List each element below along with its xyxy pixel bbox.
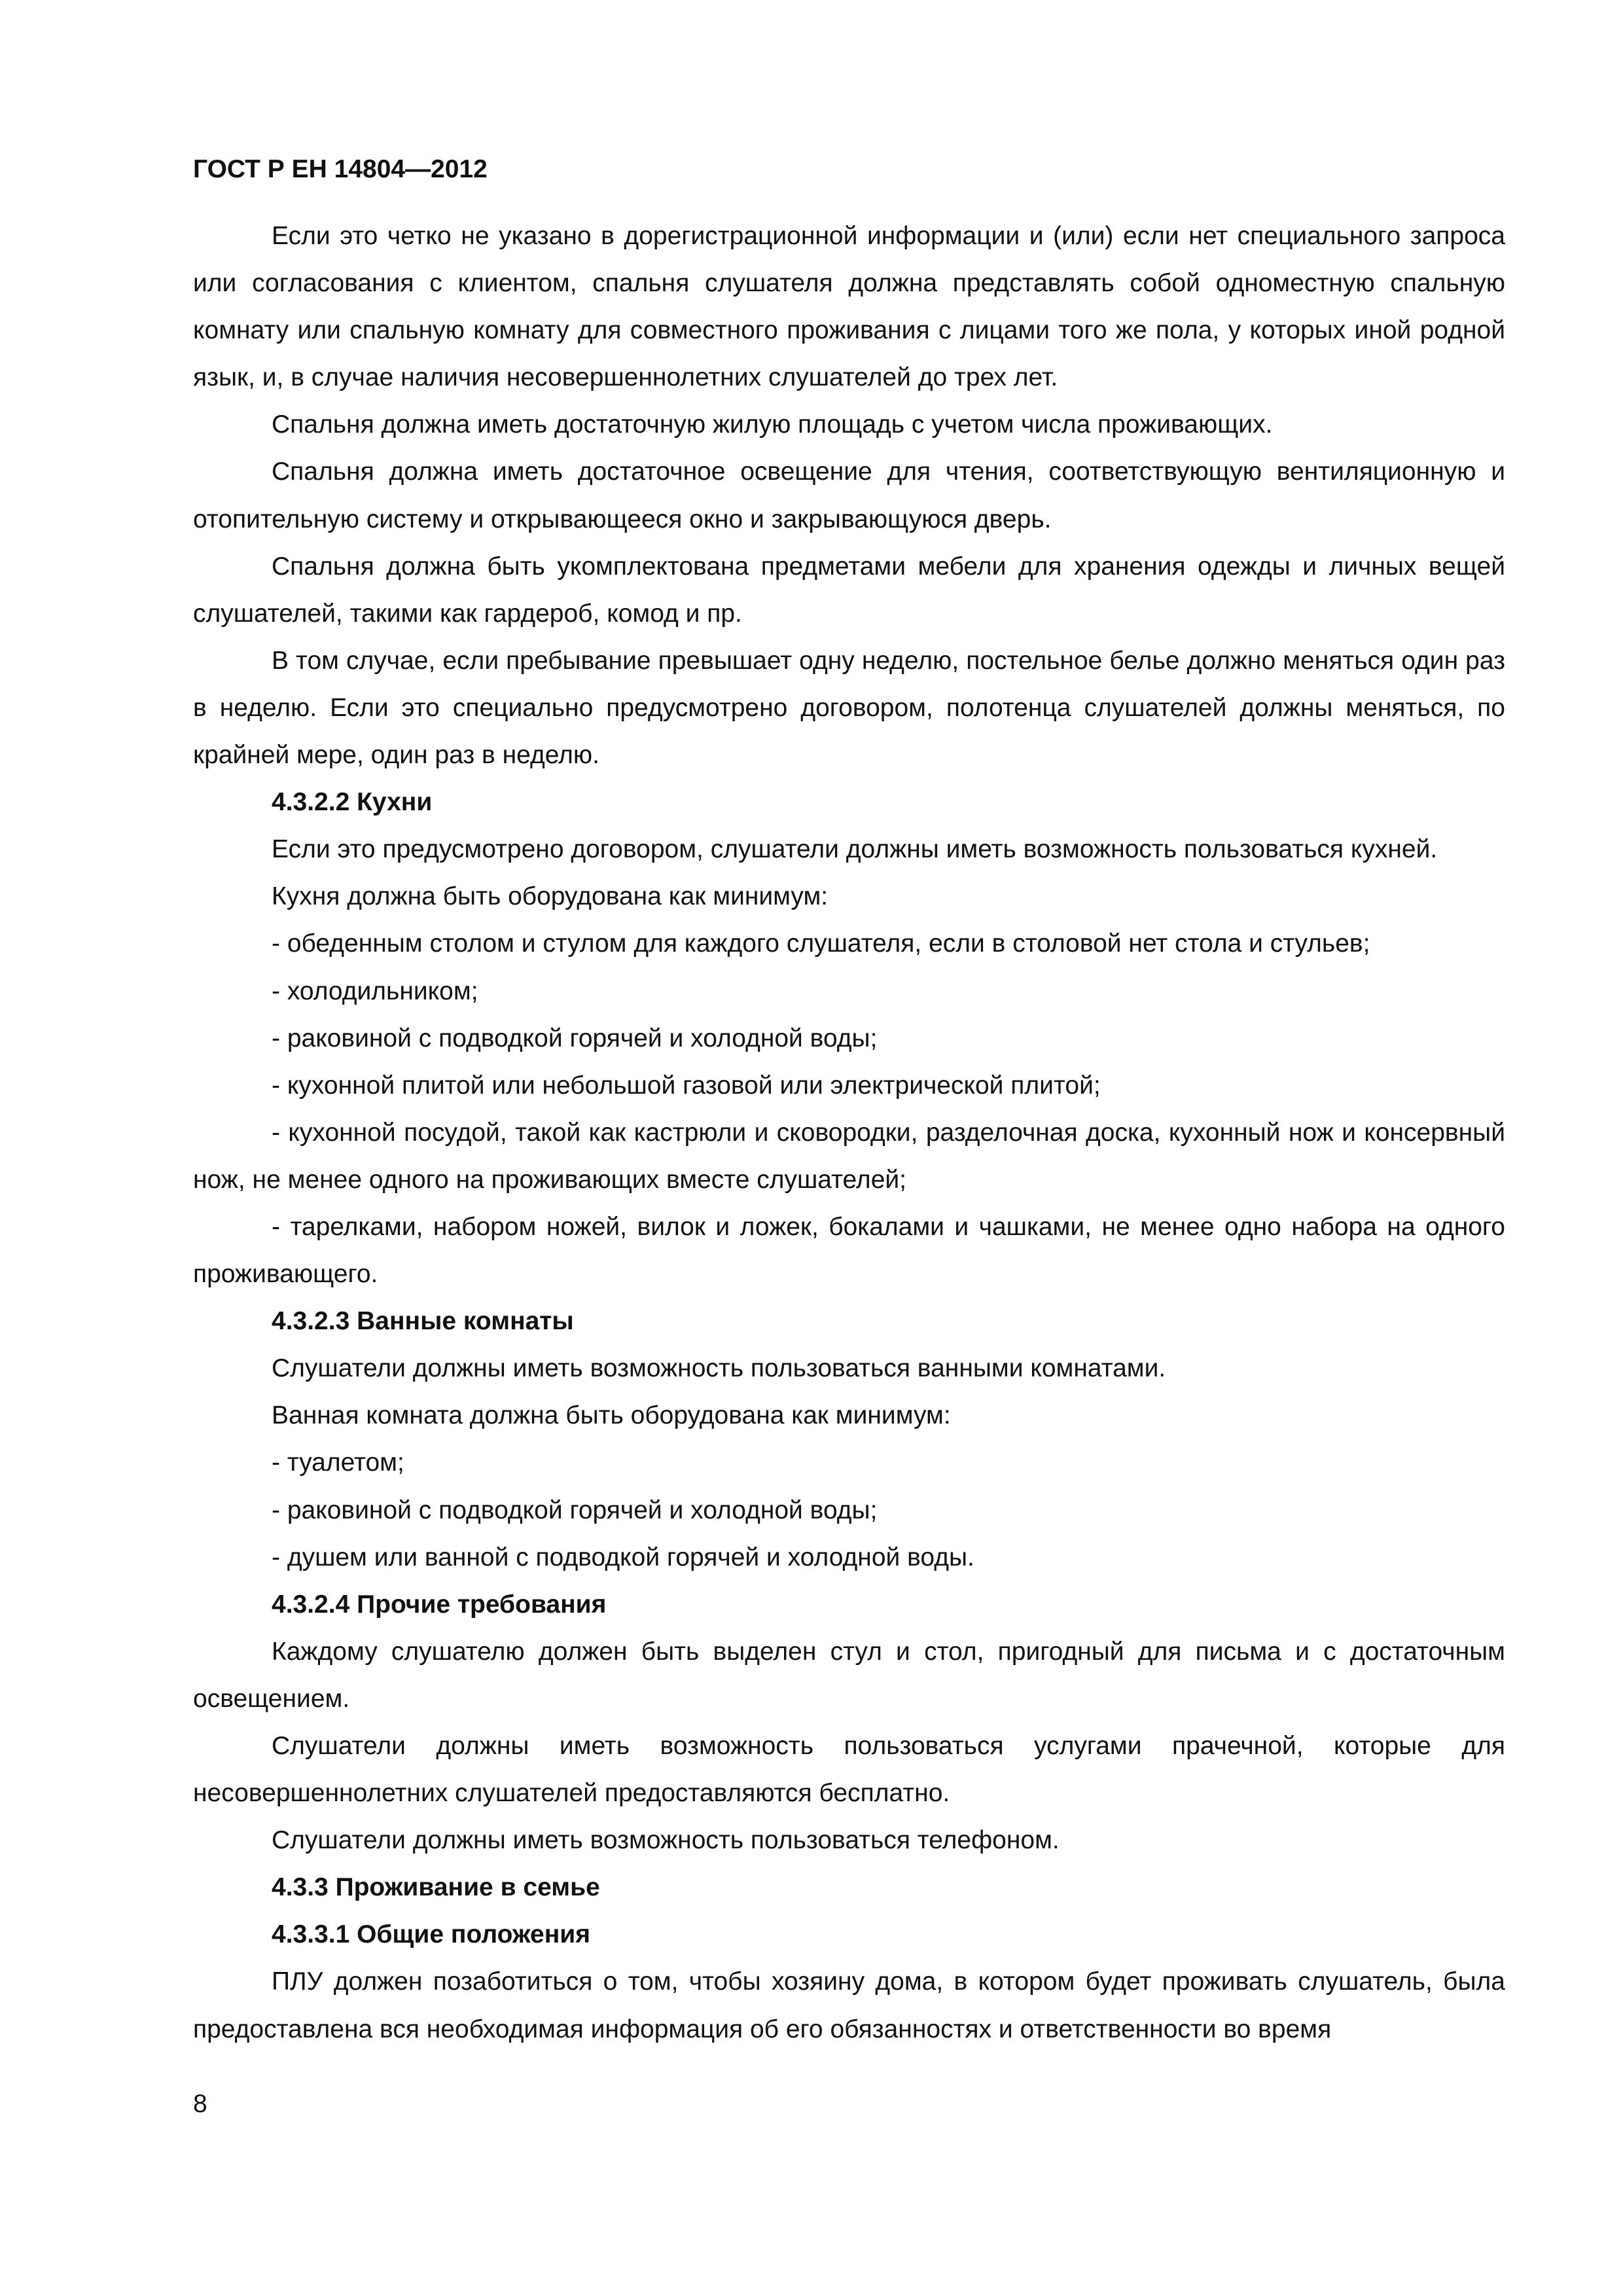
list-item: - холодильником; bbox=[272, 977, 478, 1005]
paragraph: Спальня должна быть укомплектована предметами мебели для хранения одежды и личных вещей слушателей, такими как гардероб, комод и пр. bbox=[193, 552, 1505, 628]
paragraph: Слушатели должны иметь возможность пользоваться услугами прачечной, которые для несовершеннолетних слушателей предоставляются бесплатно. bbox=[193, 1732, 1505, 1808]
list-item: - кухонной посудой, такой как кастрюли и сковородки, разделочная доска, кухонный нож и консервный нож, не менее одного на проживающих вместе слушателей; bbox=[193, 1118, 1505, 1194]
section-heading-kitchens: 4.3.2.2 Кухни bbox=[272, 788, 433, 817]
section-heading-other-requirements: 4.3.2.4 Прочие требования bbox=[272, 1590, 607, 1619]
list-item: - тарелками, набором ножей, вилок и ложек, бокалами и чашками, не менее одно набора на одного проживающего. bbox=[193, 1212, 1505, 1289]
section-heading-bathrooms: 4.3.2.3 Ванные комнаты bbox=[272, 1307, 574, 1336]
page-number: 8 bbox=[193, 2090, 207, 2118]
paragraph: Если это четко не указано в дорегистрационной информации и (или) если нет специального запроса или согласования с клиентом, спальня слушателя должна представлять собой одноместную спальную комнату или спальную комнату для совместного проживания с лицами того же пола, у которых иной родной язык, и, в случае наличия несовершеннолетних слушателей до трех лет. bbox=[193, 222, 1505, 392]
paragraph: Слушатели должны иметь возможность пользоваться ванными комнатами. bbox=[272, 1354, 1166, 1383]
paragraph: Каждому слушателю должен быть выделен стул и стол, пригодный для письма и с достаточным освещением. bbox=[193, 1637, 1505, 1713]
list-item: - туалетом; bbox=[272, 1448, 404, 1477]
list-item: - кухонной плитой или небольшой газовой или электрической плитой; bbox=[272, 1071, 1101, 1100]
paragraph: Если это предусмотрено договором, слушатели должны иметь возможность пользоваться кухней. bbox=[272, 835, 1438, 864]
paragraph: Спальня должна иметь достаточную жилую площадь с учетом числа проживающих. bbox=[272, 410, 1273, 439]
paragraph: Слушатели должны иметь возможность пользоваться телефоном. bbox=[272, 1826, 1060, 1855]
paragraph: ПЛУ должен позаботиться о том, чтобы хозяину дома, в котором будет проживать слушатель, была предоставлена вся необходимая информация об его обязанностях и ответственности во время bbox=[193, 1967, 1505, 2043]
paragraph: Спальня должна иметь достаточное освещение для чтения, соответствующую вентиляционную и отопительную систему и открывающееся окно и закрывающуюся дверь. bbox=[193, 457, 1505, 533]
paragraph: Кухня должна быть оборудована как минимум: bbox=[272, 882, 829, 911]
paragraph: Ванная комната должна быть оборудована как минимум: bbox=[272, 1401, 951, 1430]
document-header: ГОСТ Р ЕН 14804—2012 bbox=[193, 155, 488, 183]
list-item: - обеденным столом и стулом для каждого слушателя, если в столовой нет стола и стульев; bbox=[272, 929, 1370, 958]
document-body bbox=[193, 213, 1505, 2053]
section-heading-homestay: 4.3.3 Проживание в семье bbox=[272, 1873, 600, 1902]
list-item: - раковиной с подводкой горячей и холодной воды; bbox=[272, 1024, 878, 1052]
list-item: - раковиной с подводкой горячей и холодной воды; bbox=[272, 1496, 878, 1524]
section-heading-general-provisions: 4.3.3.1 Общие положения bbox=[272, 1920, 591, 1949]
list-item: - душем или ванной с подводкой горячей и холодной воды. bbox=[272, 1543, 974, 1571]
paragraph: В том случае, если пребывание превышает одну неделю, постельное белье должно меняться один раз в неделю. Если это специально предусмотрено договором, полотенца слушателей должны меняться, по крайней мере, один раз в неделю. bbox=[193, 646, 1505, 770]
